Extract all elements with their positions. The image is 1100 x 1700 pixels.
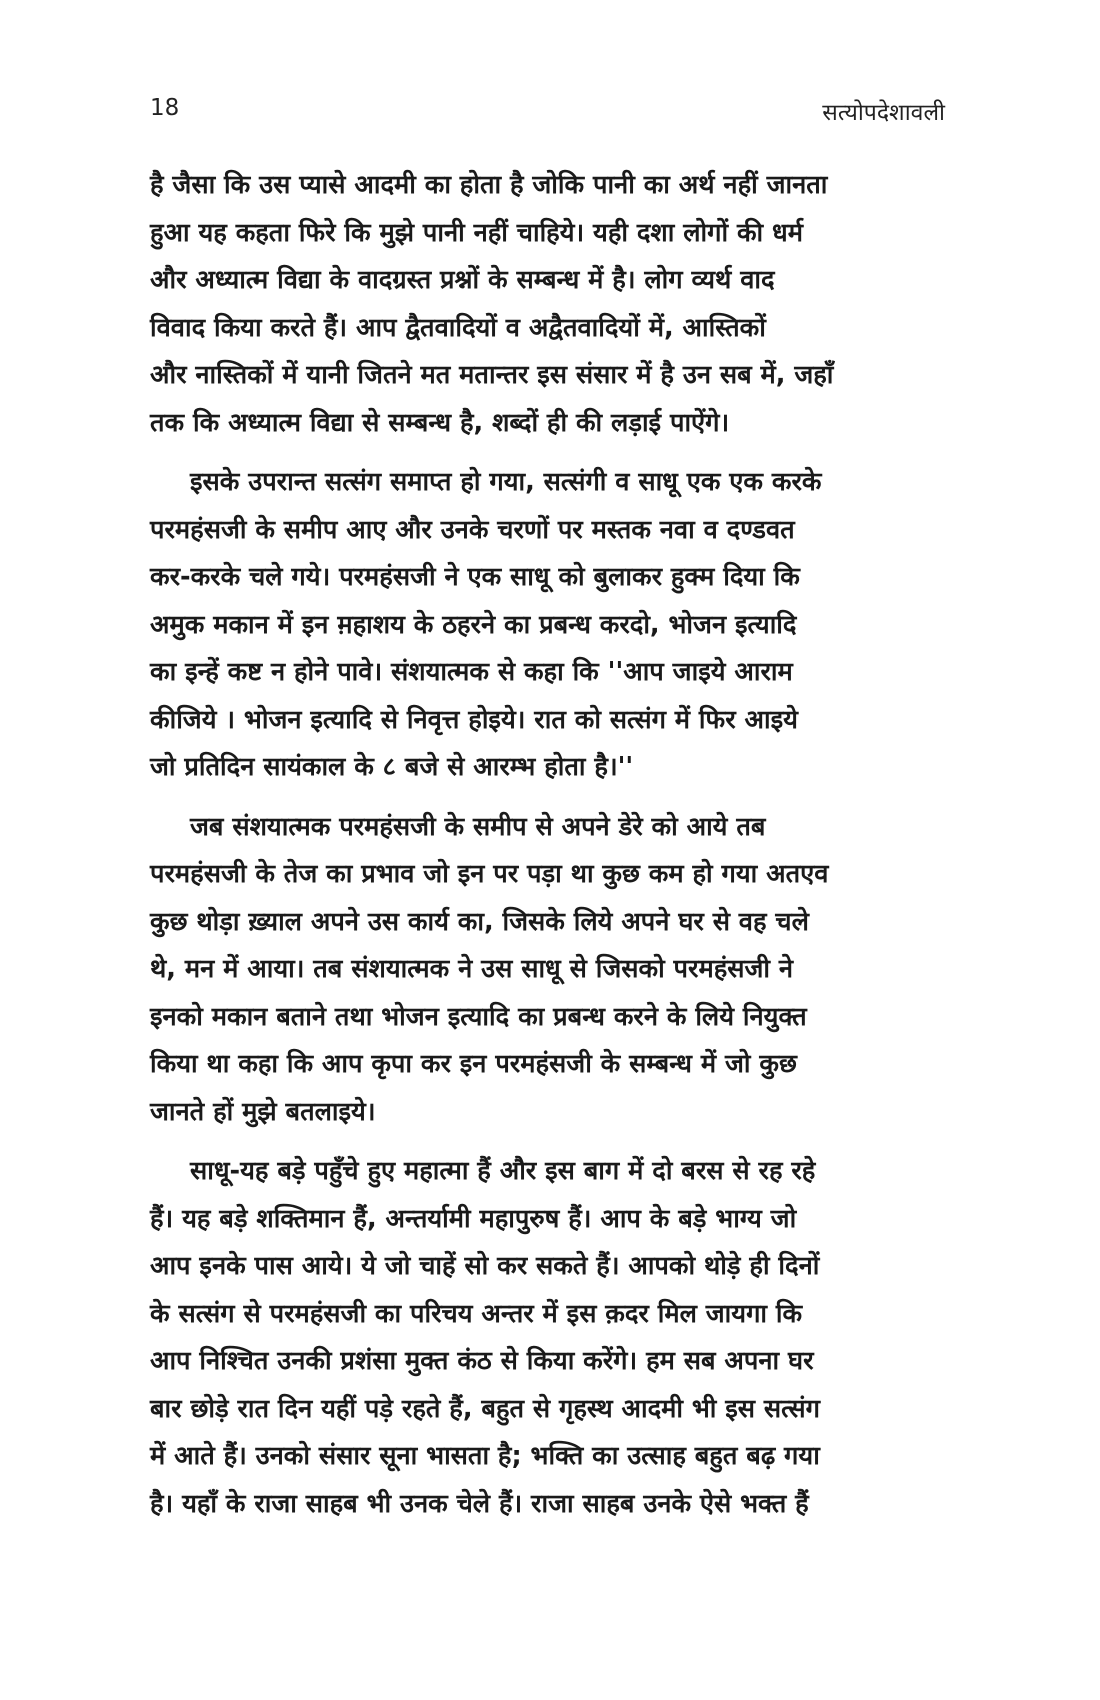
body-text [150,162,945,1540]
text-line: के सत्संग से परमहंसजी का परिचय अन्तर में इस क़दर मिल जायगा कि [150,1298,803,1329]
text-line: इसके उपरान्त सत्संग समाप्त हो गया, सत्संगी व साधू एक एक करके [190,467,822,497]
text-line: जो प्रतिदिन सायंकाल के ८ बजे से आरम्भ होता है।'' [150,752,634,782]
text-line: थे, मन में आया। तब संशयात्मक ने उस साधू से जिसको परमहंसजी ने [150,954,794,984]
text-line: आप इनके पास आये। ये जो चाहें सो कर सकते हैं। आपको थोड़े ही दिनों [150,1251,820,1281]
text-line: हुआ यह कहता फिरे कि मुझे पानी नहीं चाहिये। यही दशा लोगों की धर्म [150,217,803,248]
running-title: सत्योपदेशावली [822,100,945,126]
paragraph [150,162,945,447]
text-line: तक कि अध्यात्म विद्या से सम्बन्ध है, शब्दों ही की लड़ाई पाऐंगे। [150,407,730,438]
text-line: कर-करके चले गये। परमहंसजी ने एक साधू को बुलाकर हुक्म दिया कि [150,562,800,592]
text-line: बार छोड़े रात दिन यहीं पड़े रहते हैं, बहुत से गृहस्थ आदमी भी इस सत्संग [150,1393,821,1424]
text-line: साधू-यह बड़े पहुँचे हुए महात्मा हैं और इस बाग में दो बरस से रह रहे [190,1156,816,1186]
text-line: हैं। यह बड़े शक्तिमान हैं, अन्तर्यामी महापुरुष हैं। आप के बड़े भाग्य जो [150,1203,797,1234]
text-line: है। यहाँ के राजा साहब भी उनक चेले हैं। राजा साहब उनके ऐसे भक्त हैं [150,1488,809,1519]
text-line: और नास्तिकों में यानी जितने मत मतान्तर इस संसार में है उन सब में, जहाँ [150,360,834,390]
text-line: कीजिये । भोजन इत्यादि से निवृत्त होइये। रात को सत्संग में फिर आइये [150,704,798,735]
text-line: में आते हैं। उनको संसार सूना भासता है; भक्ति का उत्साह बहुत बढ़ गया [150,1441,820,1471]
text-line: किया था कहा कि आप कृपा कर इन परमहंसजी के सम्बन्ध में जो कुछ [150,1049,797,1079]
page-header [150,95,945,135]
text-line: विवाद किया करते हैं। आप द्वैतवादियों व अद्वैतवादियों में, आस्तिकों [150,312,766,343]
paragraph [150,1148,945,1528]
text-line: आप निश्चित उनकी प्रशंसा मुक्त कंठ से किया करेंगे। हम सब अपना घर [150,1346,814,1376]
text-line: है जैसा कि उस प्यासे आदमी का होता है जोकि पानी का अर्थ नहीं जानता [150,170,828,200]
text-line: और अध्यात्म विद्या के वादग्रस्त प्रश्नों के सम्बन्ध में है। लोग व्यर्थ वाद [150,265,775,295]
text-line: परमहंसजी के तेज का प्रभाव जो इन पर पड़ा था कुछ कम हो गया अतएव [150,859,829,889]
text-line: जब संशयात्मक परमहंसजी के समीप से अपने डेरे को आये तब [190,811,766,842]
page-number: 18 [150,95,180,121]
text-line: इनको मकान बताने तथा भोजन इत्यादि का प्रबन्ध करने के लिये नियुक्त [150,1001,807,1032]
paragraph [150,459,945,792]
text-line: का इन्हें कष्ट न होने पावे। संशयात्मक से कहा कि ''आप जाइये आराम [150,657,793,687]
text-line: अमुक मकान में इन म़हाशय के ठहरने का प्रबन्ध करदो, भोजन इत्यादि [150,609,797,640]
paragraph [150,804,945,1137]
text-line: परमहंसजी के समीप आए और उनके चरणों पर मस्तक नवा व दण्डवत [150,514,795,545]
text-line: कुछ थोड़ा ख़्याल अपने उस कार्य का, जिसके लिये अपने घर से वह चले [150,906,809,937]
text-line: जानते हों मुझे बतलाइये। [150,1096,376,1127]
